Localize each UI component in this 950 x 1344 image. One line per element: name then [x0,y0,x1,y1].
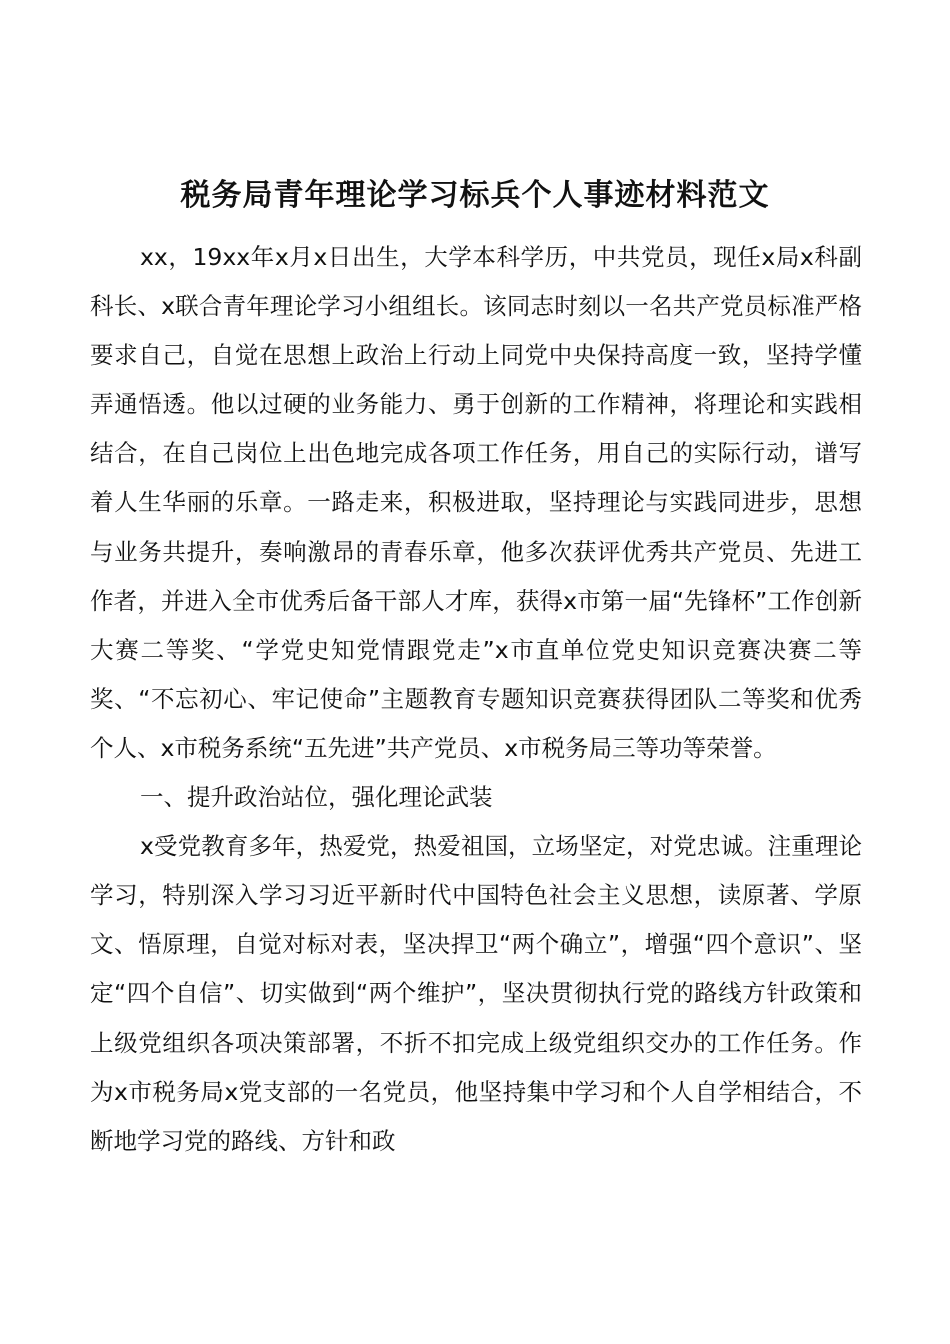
intro-paragraph: xx，19xx年x月x日出生，大学本科学历，中共党员，现任x局x科副科长、x联合青年理论学习小组组长。该同志时刻以一名共产党员标准严格要求自己，自觉在思想上政治上行动上同党中央保持高度一致，坚持学懂弄通悟透。他以过硬的业务能力、勇于创新的工作精神，将理论和实践相结合，在自己岗位上出色地完成各项工作任务，用自己的实际行动，谱写着人生华丽的乐章。一路走来，积极进取，坚持理论与实践同进步，思想与业务共提升，奏响激昂的青春乐章，他多次获评优秀共产党员、先进工作者，并进入全市优秀后备干部人才库，获得x市第一届“先锋杯”工作创新大赛二等奖、“学党史知党情跟党走”x市直单位党史知识竞赛决赛二等奖、“不忘初心、牢记使命”主题教育专题知识竞赛获得团队二等奖和优秀个人、x市税务系统“五先进”共产党员、x市税务局三等功等荣誉。 [90,243,862,762]
document-title: 税务局青年理论学习标兵个人事迹材料范文 [180,178,770,213]
section-paragraph: x受党教育多年，热爱党，热爱祖国，立场坚定，对党忠诚。注重理论学习，特别深入学习习近平新时代中国特色社会主义思想，读原著、学原文、悟原理，自觉对标对表，坚决捍卫“两个确立”，增强“四个意识”、坚定“四个自信”、切实做到“两个维护”，坚决贯彻执行党的路线方针政策和上级党组织各项决策部署，不折不扣完成上级党组织交办的工作任务。作为x市税务局x党支部的一名党员，他坚持集中学习和个人自学相结合，不断地学习党的路线、方针和政 [90,832,862,1155]
document-body [90,233,862,1166]
section-heading: 一、提升政治站位，强化理论武装 [140,783,493,812]
